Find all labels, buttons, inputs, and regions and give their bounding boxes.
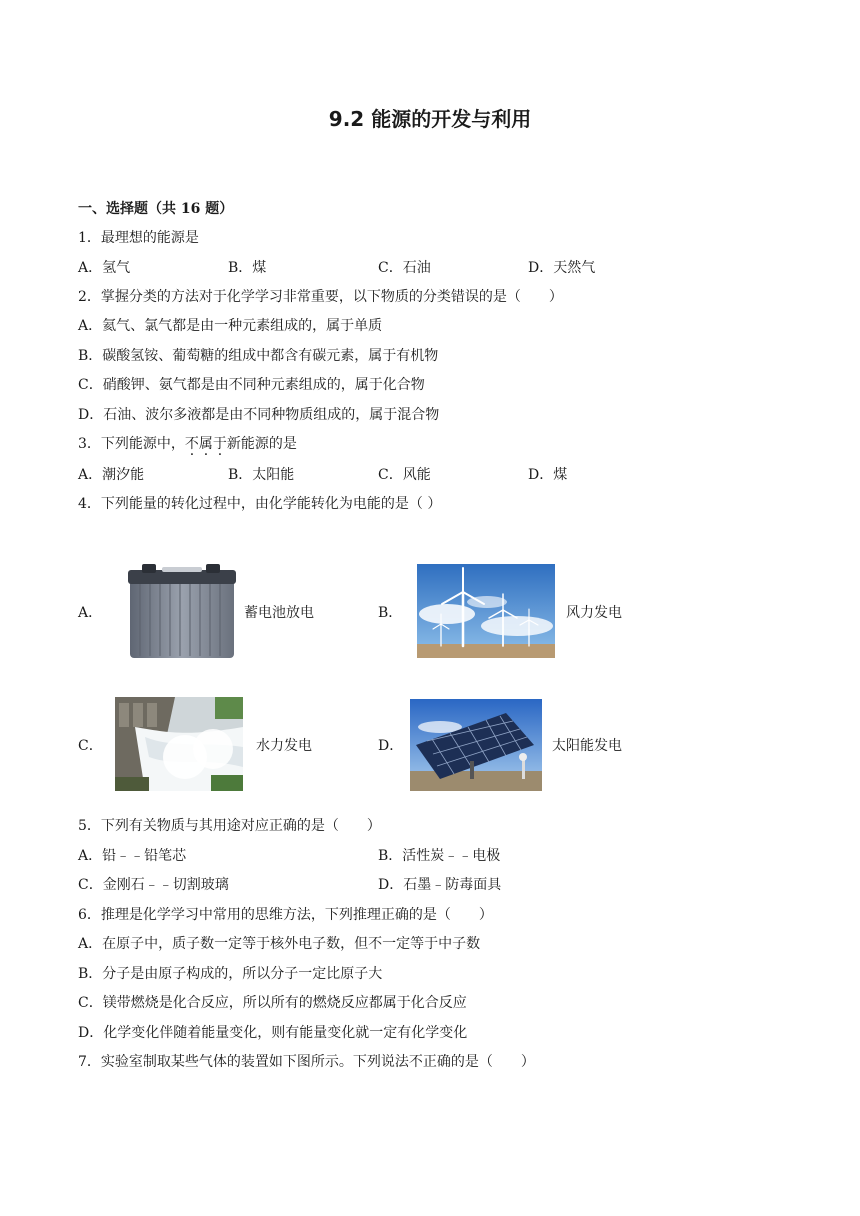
question-1-option-c: C．石油: [378, 260, 431, 276]
question-2-option-d: D．石油、波尔多液都是由不同种物质组成的，属于混合物: [78, 407, 440, 423]
question-4-option-c-letter: C．: [78, 738, 103, 754]
question-1-option-d: D．天然气: [528, 260, 596, 276]
question-4-option-d-caption: 太阳能发电: [552, 738, 622, 754]
solar-panel-icon: [410, 699, 542, 791]
question-5-option-a: A．铅﹣﹣铅笔芯: [78, 848, 187, 864]
emphasis-char: 属: [198, 436, 213, 452]
battery-image: [126, 562, 238, 660]
question-3-option-b: B．太阳能: [228, 467, 295, 483]
question-6-option-d: D．化学变化伴随着能量变化，则有能量变化就一定有化学变化: [78, 1025, 468, 1041]
question-1-option-a: A．氢气: [78, 260, 131, 276]
question-4-option-b-caption: 风力发电: [566, 605, 622, 621]
question-5-option-d: D．石墨﹣防毒面具: [378, 877, 502, 893]
question-3-emphasis: [185, 436, 227, 452]
question-4-option-a-letter: A．: [78, 605, 103, 621]
question-5-option-c: C．金刚石﹣﹣切割玻璃: [78, 877, 229, 893]
battery-icon: [126, 562, 238, 660]
section-heading: 一、选择题（共 16 题）: [78, 201, 234, 217]
question-7-stem: 7．实验室制取某些气体的装置如下图所示。下列说法不正确的是（ ）: [78, 1054, 535, 1070]
question-6-option-a: A．在原子中，质子数一定等于核外电子数，但不一定等于中子数: [78, 936, 481, 952]
question-4-option-b-letter: B．: [378, 605, 403, 621]
question-5-stem: 5．下列有关物质与其用途对应正确的是（ ）: [78, 818, 381, 834]
dam-image: [115, 697, 243, 791]
question-4-option-d-letter: D．: [378, 738, 404, 754]
wind-turbines-icon: [417, 564, 555, 658]
question-4-option-c-caption: 水力发电: [256, 738, 312, 754]
question-5-option-b: B．活性炭﹣﹣电极: [378, 848, 501, 864]
question-3-option-c: C．风能: [378, 467, 431, 483]
solar-panel-image: [410, 699, 542, 791]
question-6-stem: 6．推理是化学学习中常用的思维方法，下列推理正确的是（ ）: [78, 907, 493, 923]
question-1-stem: 1．最理想的能源是: [78, 230, 199, 246]
question-3-stem-post: 新能源的是: [226, 436, 297, 452]
question-2-option-a: A．氦气、氯气都是由一种元素组成的，属于单质: [78, 318, 383, 334]
question-3-option-a: A．潮汐能: [78, 467, 145, 483]
wind-turbines-image: [417, 564, 555, 658]
question-4-option-a-caption: 蓄电池放电: [244, 605, 314, 621]
question-2-stem: 2．掌握分类的方法对于化学学习非常重要，以下物质的分类错误的是（ ）: [78, 289, 563, 305]
question-2-option-c: C．硝酸钾、氨气都是由不同种元素组成的，属于化合物: [78, 377, 425, 393]
page-title: 9.2 能源的开发与利用: [328, 107, 532, 131]
question-2-option-b: B．碳酸氢铵、葡萄糖的组成中都含有碳元素，属于有机物: [78, 348, 439, 364]
dam-icon: [115, 697, 243, 791]
question-6-option-c: C．镁带燃烧是化合反应，所以所有的燃烧反应都属于化合反应: [78, 995, 467, 1011]
question-3-option-d: D．煤: [528, 467, 568, 483]
question-3-stem: [78, 435, 297, 453]
question-4-stem: 4．下列能量的转化过程中，由化学能转化为电能的是（ ）: [78, 496, 442, 512]
emphasis-char: 于: [212, 436, 227, 452]
question-6-option-b: B．分子是由原子构成的，所以分子一定比原子大: [78, 966, 383, 982]
emphasis-char: 不: [184, 436, 199, 452]
question-1-option-b: B．煤: [228, 260, 267, 276]
question-3-stem-pre: 3．下列能源中，: [78, 436, 185, 452]
